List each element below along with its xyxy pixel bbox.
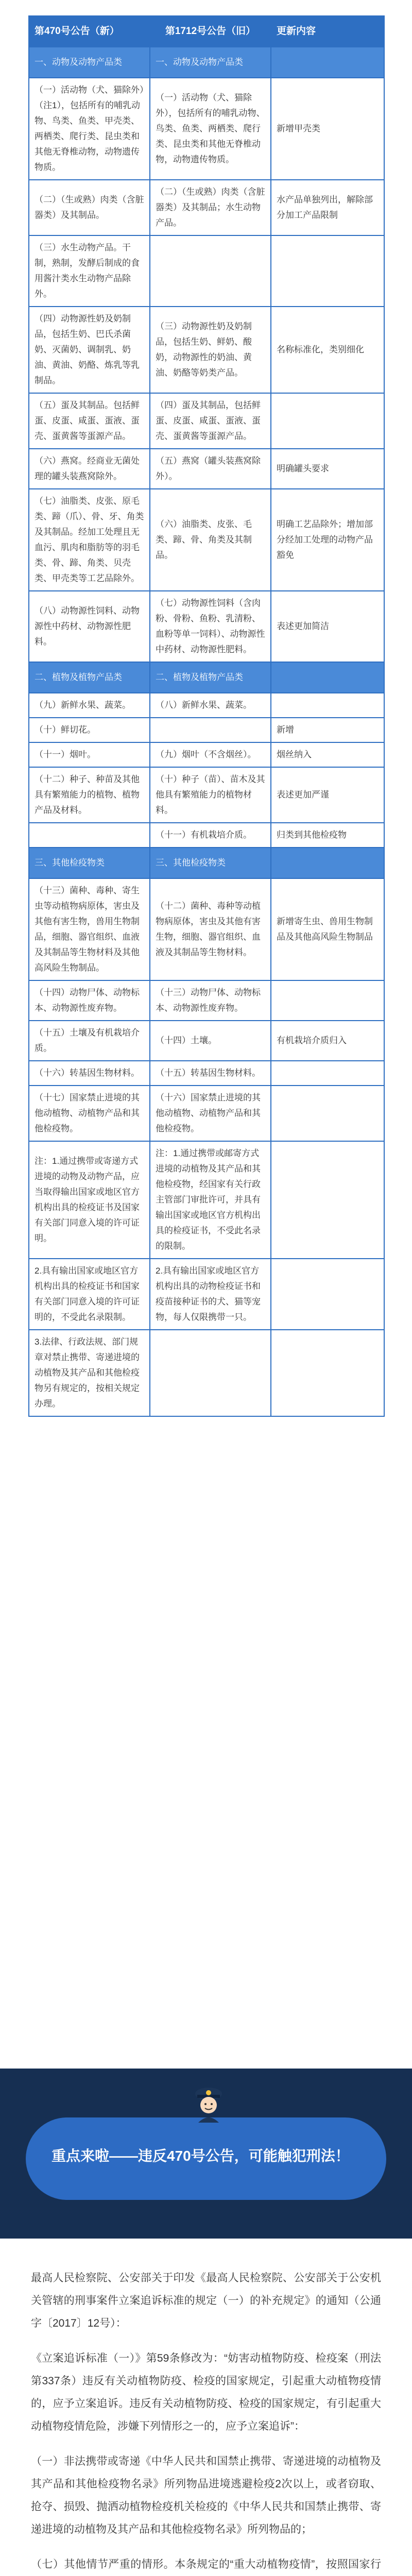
highlight-banner xyxy=(0,2069,412,2239)
cell-new: （七）油脂类、皮张、原毛类、蹄（爪）、骨、牙、角类及其制品。经加工处理且无血污、肌肉和脂肪等的羽毛类、骨、蹄、角类、贝壳类、甲壳类等工艺品除外。 xyxy=(29,489,150,591)
table-row xyxy=(29,78,384,180)
category-detail xyxy=(271,848,384,878)
cell-new: （十七）国家禁止进境的其他动植物、动植物产品和其他检疫物。 xyxy=(29,1086,150,1141)
cell-old: （十四）土壤。 xyxy=(150,1021,271,1061)
table-row xyxy=(29,823,384,848)
table-row xyxy=(29,449,384,489)
table-row xyxy=(29,767,384,823)
cell-new: （十三）菌种、毒种、寄生虫等动植物病原体，害虫及其他有害生物，兽用生物制品，细胞、器官组织、血液及其制品等生物材料及其他高风险生物制品。 xyxy=(29,878,150,980)
cell-new: 3.法律、行政法规、部门规章对禁止携带、寄递进境的动植物及其产品和其他检疫物另有规定的，按相关规定办理。 xyxy=(29,1330,150,1416)
cell-old: （三）动物源性奶及奶制品，包括生奶、鲜奶、酸奶，动物源性的奶油、黄油、奶酪等奶类产品。 xyxy=(150,307,271,393)
table-row xyxy=(29,1021,384,1061)
cell-new: （八）动物源性饲料、动物源性中药材、动物源性肥料。 xyxy=(29,591,150,662)
cell-old: （五）燕窝（罐头装燕窝除外）。 xyxy=(150,449,271,489)
cell-new: （十六）转基因生物材料。 xyxy=(29,1061,150,1086)
cell-detail: 明确罐头要求 xyxy=(271,449,384,489)
cell-new: 注：1.通过携带或寄递方式进境的动物及动物产品，应当取得输出国家或地区官方机构出具的检疫证书及国家有关部门同意入境的许可证明。 xyxy=(29,1141,150,1259)
cell-new: （九）新鲜水果、蔬菜。 xyxy=(29,693,150,718)
comparison-table xyxy=(28,15,385,1417)
cell-detail: 新增甲壳类 xyxy=(271,78,384,180)
table-row xyxy=(29,980,384,1021)
header-detail: 更新内容 xyxy=(271,16,384,47)
article-body xyxy=(31,2267,381,2576)
cell-detail: 归类到其他检疫物 xyxy=(271,823,384,848)
cell-detail: 表述更加简洁 xyxy=(271,591,384,662)
category-detail xyxy=(271,662,384,693)
table-row xyxy=(29,307,384,393)
cell-detail: 表述更加严谨 xyxy=(271,767,384,823)
article-paragraph: 最高人民检察院、公安部关于印发《最高人民检察院、公安部关于公安机关管辖的刑事案件立案追诉标准的规定（一）的补充规定》的通知（公通字〔2017〕12号）： xyxy=(31,2272,381,2329)
cell-old: 2.具有输出国家或地区官方机构出具的动物检疫证书和疫苗接种证书的犬、猫等宠物，每人仅限携带一只。 xyxy=(150,1259,271,1330)
category-row xyxy=(29,662,384,693)
category-old: 二、植物及植物产品类 xyxy=(150,662,271,693)
cell-detail: 烟丝纳入 xyxy=(271,742,384,767)
cell-new xyxy=(29,823,150,848)
cell-new: （十）鲜切花。 xyxy=(29,718,150,742)
cell-detail xyxy=(271,235,384,307)
cell-old xyxy=(150,718,271,742)
cell-new: （六）燕窝。经商业无菌处理的罐头装燕窝除外。 xyxy=(29,449,150,489)
header-new: 第470号公告（新） xyxy=(29,16,150,47)
table-header-row xyxy=(29,16,384,47)
cell-detail: 水产品单独列出，解除部分加工产品限制 xyxy=(271,180,384,235)
table-row xyxy=(29,180,384,235)
category-new: 三、其他检疫物类 xyxy=(29,848,150,878)
table-row xyxy=(29,742,384,767)
cell-new: （十二）种子、种苗及其他具有繁殖能力的植物、植物产品及材料。 xyxy=(29,767,150,823)
cell-old: 注：1.通过携带或邮寄方式进境的动植物及其产品和其他检疫物，经国家有关行政主管部门审批许可，并具有输出国家或地区官方机构出具的检疫证书，不受此名录的限制。 xyxy=(150,1141,271,1259)
cell-old: （六）油脂类、皮张、毛类、蹄、骨、角类及其制品。 xyxy=(150,489,271,591)
cell-detail xyxy=(271,1061,384,1086)
cell-old: （七）动物源性饲料（含肉粉、骨粉、鱼粉、乳清粉、血粉等单一饲料）、动物源性中药材、动物源性肥料。 xyxy=(150,591,271,662)
police-officer-icon xyxy=(193,2087,224,2123)
article-paragraph: （一）非法携带或寄递《中华人民共和国禁止携带、寄递进境的动植物及其产品和其他检疫物名录》所列物品进境逃避检疫2次以上，或者窃取、抢夺、损毁、抛洒动植物检疫机关检疫的《中华人民共和国禁止携带、寄递进境的动植物及其产品和其他检疫物名录》所列物品的； xyxy=(31,2455,381,2535)
cell-detail xyxy=(271,1330,384,1416)
cell-detail: 有机栽培介质归入 xyxy=(271,1021,384,1061)
cell-old: （二）（生或熟）肉类（含脏器类）及其制品；水生动物产品。 xyxy=(150,180,271,235)
cell-old: （十五）转基因生物材料。 xyxy=(150,1061,271,1086)
cell-detail xyxy=(271,1141,384,1259)
cell-old: （十三）动物尸体、动物标本、动物源性废弃物。 xyxy=(150,980,271,1021)
cell-new: （十四）动物尸体、动物标本、动物源性废弃物。 xyxy=(29,980,150,1021)
cell-old: （九）烟叶（不含烟丝）。 xyxy=(150,742,271,767)
table-row xyxy=(29,235,384,307)
table-row xyxy=(29,693,384,718)
cell-old xyxy=(150,235,271,307)
cell-old xyxy=(150,1330,271,1416)
category-row xyxy=(29,848,384,878)
category-old: 一、动物及动物产品类 xyxy=(150,47,271,78)
cell-new: 2.具有输出国家或地区官方机构出具的检疫证书和国家有关部门同意入境的许可证明的，不受此名录限制。 xyxy=(29,1259,150,1330)
category-new: 二、植物及植物产品类 xyxy=(29,662,150,693)
table-row xyxy=(29,1061,384,1086)
table-row xyxy=(29,591,384,662)
category-old: 三、其他检疫物类 xyxy=(150,848,271,878)
cell-detail: 新增寄生虫、兽用生物制品及其他高风险生物制品 xyxy=(271,878,384,980)
cell-new: （五）蛋及其制品。包括鲜蛋、皮蛋、咸蛋、蛋液、蛋壳、蛋黄酱等蛋源产品。 xyxy=(29,393,150,449)
cell-old: （十六）国家禁止进境的其他动植物、动植物产品和其他检疫物。 xyxy=(150,1086,271,1141)
table-body xyxy=(29,47,384,1416)
category-row xyxy=(29,47,384,78)
cell-new: （十一）烟叶。 xyxy=(29,742,150,767)
cell-old: （十二）菌种、毒种等动植物病原体，害虫及其他有害生物，细胞、器官组织、血液及其制品等生物材料。 xyxy=(150,878,271,980)
cell-detail: 新增 xyxy=(271,718,384,742)
cell-detail xyxy=(271,393,384,449)
header-old: 第1712号公告（旧） xyxy=(150,16,271,47)
cell-new: （三）水生动物产品。干制，熟制，发酵后制成的食用酱汁类水生动物产品除外。 xyxy=(29,235,150,307)
cell-detail: 明确工艺品除外；增加部分经加工处理的动物产品豁免 xyxy=(271,489,384,591)
cell-detail xyxy=(271,1259,384,1330)
cell-old: （十）种子（苗）、苗木及其他具有繁殖能力的植物材料。 xyxy=(150,767,271,823)
article-paragraph: （七）其他情节严重的情形。本条规定的“重大动植物疫情”，按照国家行 xyxy=(31,2558,381,2570)
comparison-table-wrapper xyxy=(28,15,384,1417)
cell-detail: 名称标准化，类别细化 xyxy=(271,307,384,393)
cell-new: （十五）土壤及有机栽培介质。 xyxy=(29,1021,150,1061)
cell-new: （四）动物源性奶及奶制品，包括生奶、巴氏杀菌奶、灭菌奶、调制乳、奶油、黄油、奶酪、炼乳等乳制品。 xyxy=(29,307,150,393)
article-paragraph: 《立案追诉标准（一）》第59条修改为：“妨害动植物防疫、检疫案（刑法第337条）违反有关动植物防疫、检疫的国家规定，引起重大动植物疫情的，应予立案追诉。违反有关动植物防疫、检疫的国家规定，有引起重大动植物疫情危险，涉嫌下列情形之一的，应予立案追诉”： xyxy=(31,2352,381,2432)
category-detail xyxy=(271,47,384,78)
category-new: 一、动物及动物产品类 xyxy=(29,47,150,78)
banner-text: 重点来啦——违反470号公告，可能触犯刑法！ xyxy=(52,2148,350,2164)
cell-detail xyxy=(271,1086,384,1141)
table-row xyxy=(29,1086,384,1141)
table-row xyxy=(29,1330,384,1416)
cell-old: （八）新鲜水果、蔬菜。 xyxy=(150,693,271,718)
table-row xyxy=(29,1259,384,1330)
table-row xyxy=(29,393,384,449)
cell-new: （二）（生或熟）肉类（含脏器类）及其制品。 xyxy=(29,180,150,235)
table-row xyxy=(29,718,384,742)
cell-detail xyxy=(271,693,384,718)
cell-new: （一）活动物（犬、猫除外）（注1），包括所有的哺乳动物、鸟类、鱼类、甲壳类、两栖类、爬行类、昆虫类和其他无脊椎动物，动物遗传物质。 xyxy=(29,78,150,180)
table-row xyxy=(29,878,384,980)
table-row xyxy=(29,489,384,591)
table-row xyxy=(29,1141,384,1259)
cell-old: （四）蛋及其制品，包括鲜蛋、皮蛋、咸蛋、蛋液、蛋壳、蛋黄酱等蛋源产品。 xyxy=(150,393,271,449)
cell-old: （一）活动物（犬、猫除外），包括所有的哺乳动物、鸟类、鱼类、两栖类、爬行类、昆虫类和其他无脊椎动物，动物遗传物质。 xyxy=(150,78,271,180)
cell-detail xyxy=(271,980,384,1021)
cell-old: （十一）有机栽培介质。 xyxy=(150,823,271,848)
